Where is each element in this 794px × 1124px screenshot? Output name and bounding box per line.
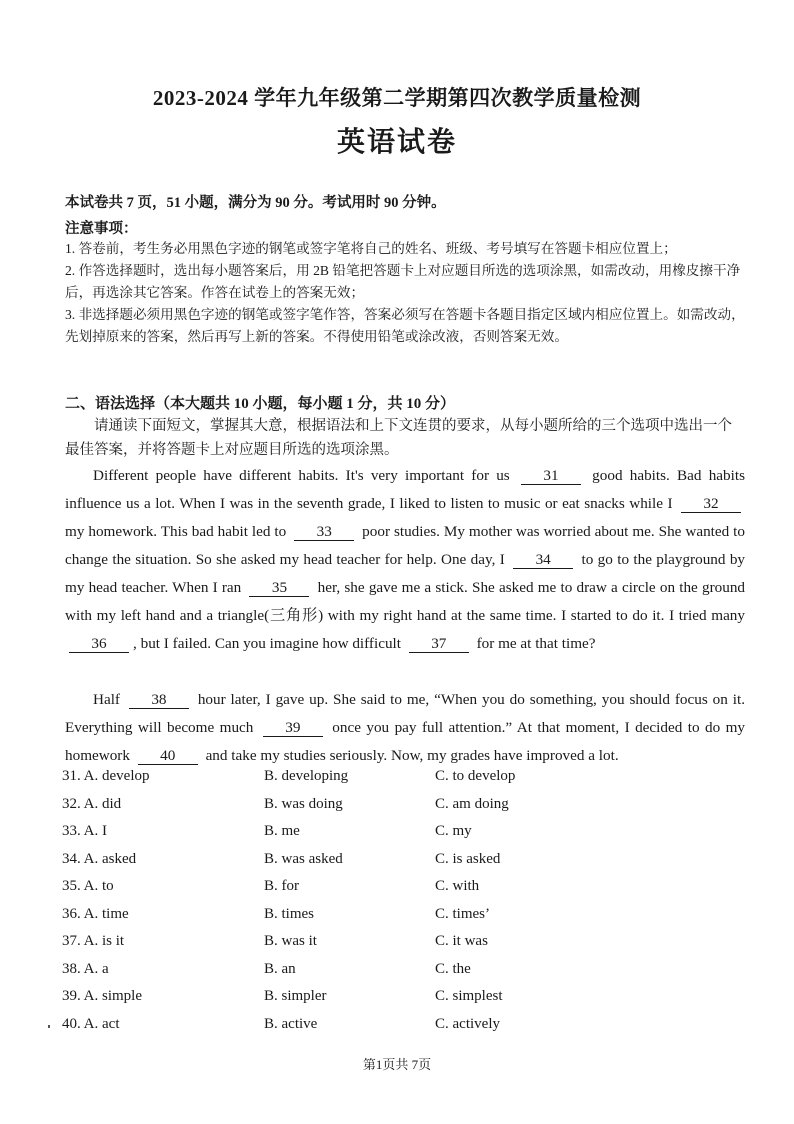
option-c: C. to develop <box>435 768 516 784</box>
option-a: 32. A. did <box>62 795 122 812</box>
passage-text: for me at that time? <box>476 635 596 652</box>
option-row <box>62 851 742 879</box>
section-instruction: 请通读下面短文，掌握其大意，根据语法和上下文连贯的要求，从每小题所给的三个选项中选出一个最佳答案，并将答题卡上对应题目所选的选项涂黑。 <box>65 418 732 458</box>
answer-blank: 36 <box>69 636 129 653</box>
passage-text: Different people have different habits. It's very important for us <box>93 467 510 484</box>
option-a: 37. A. is it <box>62 933 125 949</box>
option-row <box>62 878 742 906</box>
option-b: B. simpler <box>264 988 327 1004</box>
passage-paragraph-2 <box>65 686 745 770</box>
option-a: 31. A. develop <box>62 768 150 784</box>
option-b: B. for <box>264 878 299 894</box>
answer-blank: 32 <box>681 496 741 513</box>
section-heading: 二、语法选择（本大题共 10 小题，每小题 1 分，共 10 分） <box>65 396 456 412</box>
notice-item: 1. 答卷前，考生务必用黑色字迹的钢笔或签字笔将自己的姓名、班级、考号填写在答题卡相应位置上； <box>65 241 677 256</box>
exam-intro: 本试卷共 7 页，51 小题，满分为 90 分。考试用时 90 分钟。 <box>65 195 446 211</box>
answer-blank: 35 <box>249 580 309 597</box>
passage-text: her, she gave me a stick. She asked me to draw a circle on the ground with my left hand and a triangle(三角形) with my right hand at the same time. I started to do it. I tried many <box>65 579 746 624</box>
passage-text: good habits. Bad habits influence us a lot. When I was in the seventh grade, I liked to listen to music or eat snacks while I <box>65 467 745 512</box>
option-b: B. was doing <box>264 795 343 812</box>
option-a: 38. A. a <box>62 960 109 977</box>
option-b: B. was asked <box>264 850 343 867</box>
option-c: C. actively <box>435 1015 500 1032</box>
passage-text: Half <box>93 691 120 708</box>
option-a: 34. A. asked <box>62 850 137 867</box>
passage-text: poor studies. My mother was worried about me. She wanted to change the situation. So she asked my head teacher for help. One day, I <box>65 523 745 568</box>
notice-item: 2. 作答选择题时，选出每小题答案后，用 2B 铅笔把答题卡上对应题目所选的选项涂黑，如需改动，用橡皮擦干净后，再选涂其它答案。作答在试卷上的答案无效； <box>65 263 741 300</box>
answer-blank: 39 <box>263 720 323 737</box>
option-c: C. the <box>435 960 471 977</box>
page-footer: 第1页共 7页 <box>362 1057 432 1072</box>
option-b: B. an <box>264 960 296 977</box>
option-b: B. me <box>264 823 300 839</box>
option-b: B. times <box>264 905 315 922</box>
options-list <box>62 768 742 1043</box>
option-row <box>62 961 742 989</box>
option-a: 40. A. act <box>62 1015 120 1032</box>
notice-heading: 注意事项： <box>65 221 138 237</box>
option-row <box>62 1016 742 1044</box>
scan-mark <box>48 1025 50 1028</box>
option-c: C. it was <box>435 933 488 949</box>
answer-blank: 33 <box>294 524 354 541</box>
option-row <box>62 823 742 851</box>
option-a: 36. A. time <box>62 905 129 922</box>
option-b: B. active <box>264 1015 318 1032</box>
answer-blank: 38 <box>129 692 189 709</box>
option-a: 35. A. to <box>62 878 114 894</box>
exam-subtitle: 英语试卷 <box>336 127 457 158</box>
option-row <box>62 933 742 961</box>
passage-text: once you pay full attention.” At that moment, I decided to do my homework <box>65 719 746 764</box>
answer-blank: 37 <box>409 636 469 653</box>
option-c: C. simplest <box>435 988 503 1004</box>
notice-item: 3. 非选择题必须用黑色字迹的钢笔或签字笔作答，答案必须写在答题卡各题目指定区域内相应位置上。如需改动，先划掉原来的答案，然后再写上新的答案。不得使用铅笔或涂改液，否则答案无效。 <box>65 307 745 344</box>
answer-blank: 40 <box>138 748 198 765</box>
option-row <box>62 906 742 934</box>
option-b: B. was it <box>264 933 317 949</box>
option-a: 39. A. simple <box>62 988 143 1004</box>
option-row <box>62 988 742 1016</box>
answer-blank: 34 <box>513 552 573 569</box>
passage-text: my homework. This bad habit led to <box>65 523 287 540</box>
answer-blank: 31 <box>521 468 581 485</box>
option-c: C. times’ <box>435 905 490 922</box>
option-a: 33. A. I <box>62 823 107 839</box>
option-row <box>62 768 742 796</box>
passage-text: hour later, I gave up. She said to me, “When you do something, you should focus on it. Everything will become much <box>65 691 745 736</box>
option-c: C. is asked <box>435 850 501 867</box>
option-b: B. developing <box>264 768 349 784</box>
option-c: C. with <box>435 878 480 894</box>
passage-text: , but I failed. Can you imagine how difficult <box>133 635 401 652</box>
option-row <box>62 796 742 824</box>
passage-text: to go to the playground by my head teacher. When I ran <box>65 551 746 596</box>
option-c: C. my <box>435 823 472 839</box>
option-c: C. am doing <box>435 795 509 812</box>
passage-text: and take my studies seriously. Now, my grades have improved a lot. <box>205 747 619 764</box>
exam-title: 2023-2024 学年九年级第二学期第四次教学质量检测 <box>152 86 642 110</box>
passage-paragraph-1 <box>65 462 745 658</box>
